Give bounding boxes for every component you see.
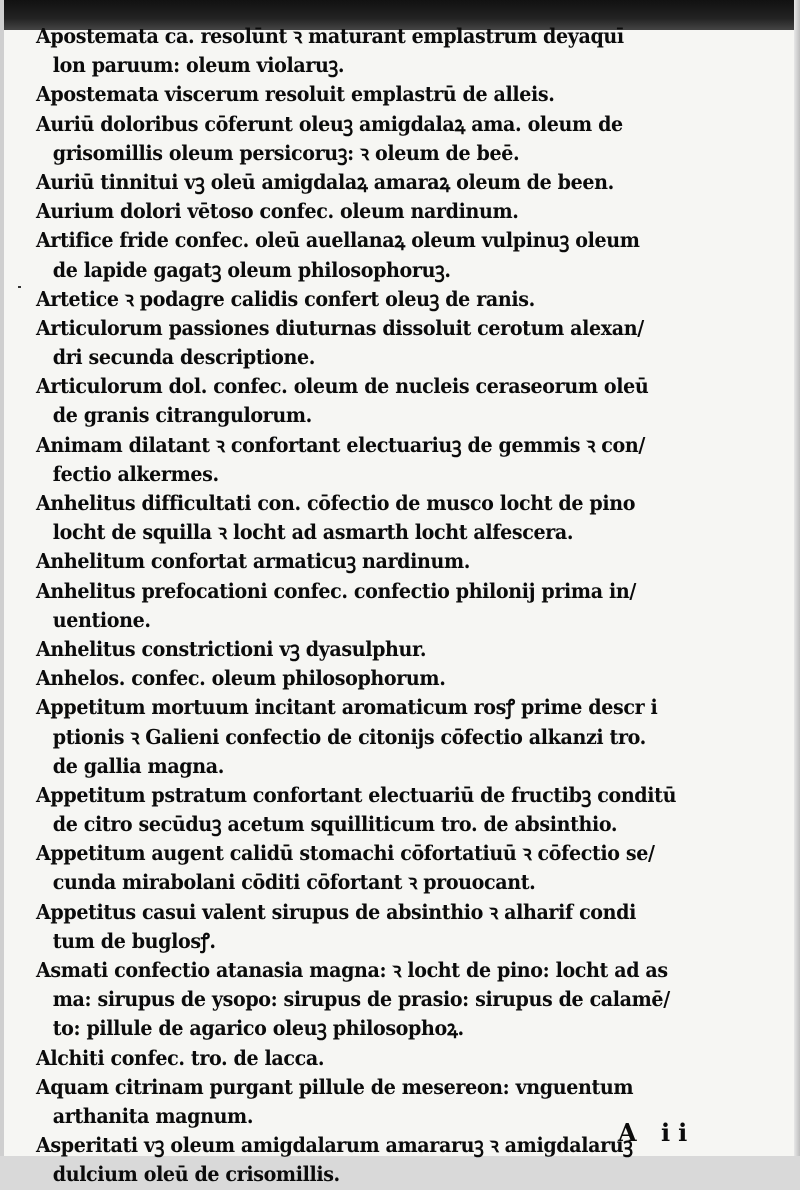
entry-continuation-line: de granis citrangulorum. — [52, 403, 312, 428]
entry-continuation-line: de citro secūduꝫ acetum squilliticum tro. de absinthio. — [52, 812, 618, 837]
entry-first-line: Anhelitum confortat armaticuꝫ nardinum. — [36, 549, 471, 574]
entry-first-line: Artifice fride confec. oleū auellanaꝝ oleum vulpinuꝫ oleum — [36, 228, 640, 253]
text-entry — [36, 547, 771, 576]
entry-first-line: Anhelitus prefocationi confec. confectio philonij prima in/ — [36, 578, 636, 603]
entry-continuation-line: arthanita magnum. — [52, 1103, 254, 1128]
text-entry — [36, 781, 771, 839]
entry-first-line: Artetice ꝛ podagre calidis confert oleuꝫ de ranis. — [36, 286, 535, 311]
entry-continuation-line: de gallia magna. — [52, 753, 225, 778]
text-entry — [36, 956, 771, 1044]
scan-left-edge — [0, 0, 4, 1156]
entry-first-line: Appetitum mortuum incitant aromaticum rosꝭ prime descr i — [36, 695, 658, 720]
signature-mark: A ii — [618, 1118, 696, 1147]
ink-speck — [18, 286, 21, 288]
text-entry — [36, 693, 771, 781]
text-entry — [36, 431, 771, 489]
entry-continuation-line: lon paruum: oleum violaruꝫ. — [52, 53, 345, 78]
entry-first-line: Anhelitus constrictioni vꝫ dyasulphur. — [36, 636, 427, 661]
entry-continuation-line: fectio alkermes. — [52, 461, 219, 486]
text-entry — [36, 110, 771, 168]
text-entry — [36, 898, 771, 956]
text-block — [36, 22, 771, 1190]
text-entry — [36, 489, 771, 547]
entry-first-line: Appetitus casui valent sirupus de absinthio ꝛ alharif condi — [36, 899, 636, 924]
text-entry — [36, 226, 771, 284]
entry-first-line: Auriū tinnitui vꝫ oleū amigdalaꝝ amaraꝝ oleum de been. — [36, 169, 614, 194]
entry-continuation-line: tum de buglosꝭ. — [52, 928, 216, 953]
entry-first-line: Anhelitus difficultati con. cōfectio de musco locht de pino — [36, 491, 636, 515]
entry-continuation-line: dulcium oleū de crisomillis. — [52, 1162, 340, 1187]
entry-first-line: Appetitum augent calidū stomachi cōfortatiuū ꝛ cōfectio se/ — [36, 841, 655, 866]
text-entry — [36, 1044, 771, 1073]
entry-continuation-line: locht de squilla ꝛ locht ad asmarth locht alfescera. — [52, 520, 574, 545]
text-entry — [36, 80, 771, 109]
text-entry — [36, 22, 771, 80]
text-entry — [36, 168, 771, 197]
entry-first-line: Animam dilatant ꝛ confortant electuariuꝫ de gemmis ꝛ con/ — [36, 432, 645, 457]
entry-continuation-line: cunda mirabolani cōditi cōfortant ꝛ prouocant. — [52, 870, 536, 895]
entry-continuation-line: de lapide gagatꝫ oleum philosophoruꝫ. — [52, 257, 451, 282]
entry-first-line: Aurium dolori vētoso confec. oleum nardinum. — [36, 199, 519, 224]
text-entry — [36, 839, 771, 897]
entry-first-line: Auriū doloribus cōferunt oleuꝫ amigdalaꝝ ama. oleum de — [36, 111, 623, 136]
entry-first-line: Asperitati vꝫ oleum amigdalarum amararuꝫ ꝛ amigdalaruꝫ — [36, 1133, 633, 1158]
entry-first-line: Aquam citrinam purgant pillule de mesereon: vnguentum — [36, 1074, 634, 1099]
entry-first-line: Apostemata viscerum resoluit emplastrū de alleis. — [36, 82, 555, 107]
entry-continuation-line: ptionis ꝛ Galieni confectio de citonijs cōfectio alkanzi tro. — [52, 724, 646, 749]
text-entry — [36, 197, 771, 226]
entry-continuation-line: uentione. — [52, 607, 151, 632]
text-entry — [36, 285, 771, 314]
text-entry — [36, 372, 771, 430]
text-entry — [36, 577, 771, 635]
entry-first-line: Anhelos. confec. oleum philosophorum. — [36, 666, 446, 691]
entry-continuation-line: dri secunda descriptione. — [52, 345, 316, 370]
entry-first-line: Articulorum passiones diuturnas dissoluit cerotum alexan/ — [36, 315, 644, 340]
entry-first-line: Articulorum dol. confec. oleum de nucleis ceraseorum oleū — [36, 374, 649, 399]
entry-first-line: Asmati confectio atanasia magna: ꝛ locht de pino: locht ad as — [36, 958, 668, 982]
entry-continuation-line: to: pillule de agarico oleuꝫ philosophoꝝ. — [52, 1016, 464, 1041]
entry-continuation-line: ma: sirupus de ysopo: sirupus de prasio: sirupus de calamē/ — [52, 987, 670, 1012]
scan-right-edge — [794, 0, 800, 1156]
entry-first-line: Appetitum pstratum confortant electuariū de fructibꝫ conditū — [36, 782, 677, 807]
entry-first-line: Apostemata ca. resolūnt ꝛ maturant emplastrum deyaquī — [36, 24, 624, 48]
entry-first-line: Alchiti confec. tro. de lacca. — [36, 1045, 325, 1070]
text-entry — [36, 664, 771, 693]
text-entry — [36, 314, 771, 372]
entry-continuation-line: grisomillis oleum persicoruꝫ: ꝛ oleum de beē. — [52, 140, 520, 165]
text-entry — [36, 635, 771, 664]
